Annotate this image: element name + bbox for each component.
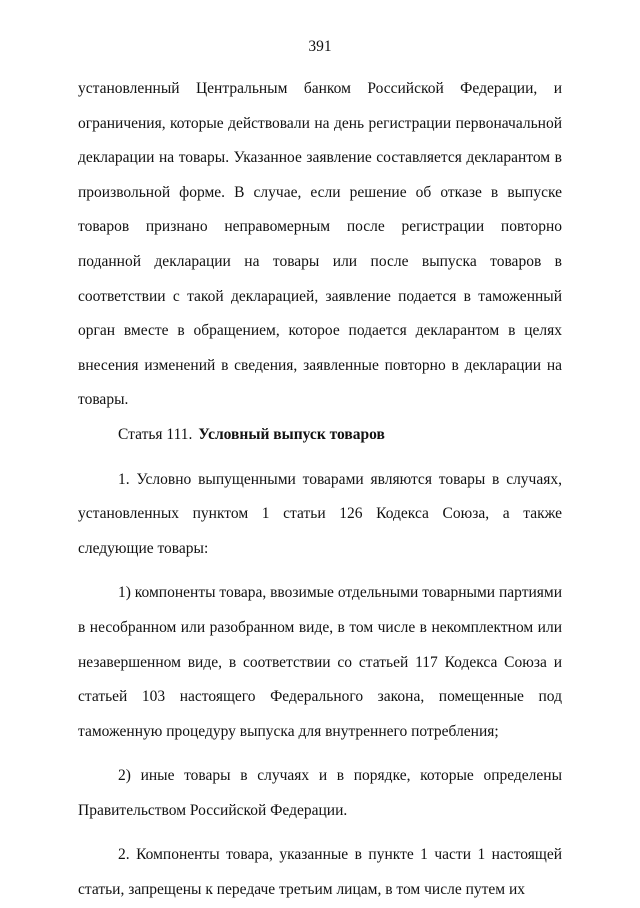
paragraph: установленный Центральным банком Российской Федерации, и ограничения, которые действовали на день регистрации первоначальной декларации на товары. Указанное заявление составляется декларантом в произвольной форме. В случае, если решение об отказе в выпуске товаров признано неправомерным после регистрации повторно поданной декларации на товары или после выпуска товаров в соответствии с такой декларацией, заявление подается в таможенный орган вместе в обращением, которое подается декларантом в целях внесения изменений в сведения, заявленные повторно в декларации на товары. [78,80,562,409]
document-body [78,72,562,908]
paragraph: 1) компоненты товара, ввозимые отдельными товарными партиями в несобранном или разобранном виде, в том числе в некомплектном или незавершенном виде, в соответствии со статьей 117 Кодекса Союза и статьей 103 настоящего Федерального закона, помещенные под таможенную процедуру выпуска для внутреннего потребления; [78,584,562,740]
paragraph: 1. Условно выпущенными товарами являются товары в случаях, установленных пунктом 1 статьи 126 Кодекса Союза, а также следующие товары: [78,470,562,557]
paragraph: 2. Компоненты товара, указанные в пункте 1 части 1 настоящей статьи, запрещены к передаче третьим лицам, в том числе путем их [78,846,562,899]
paragraph: 2) иные товары в случаях и в порядке, которые определены Правительством Российской Федерации. [78,767,562,819]
page-number: 391 [308,38,332,55]
article-label: Статья 111. [118,425,193,443]
article-title: Условный выпуск товаров [198,425,385,443]
article-heading [78,418,562,453]
